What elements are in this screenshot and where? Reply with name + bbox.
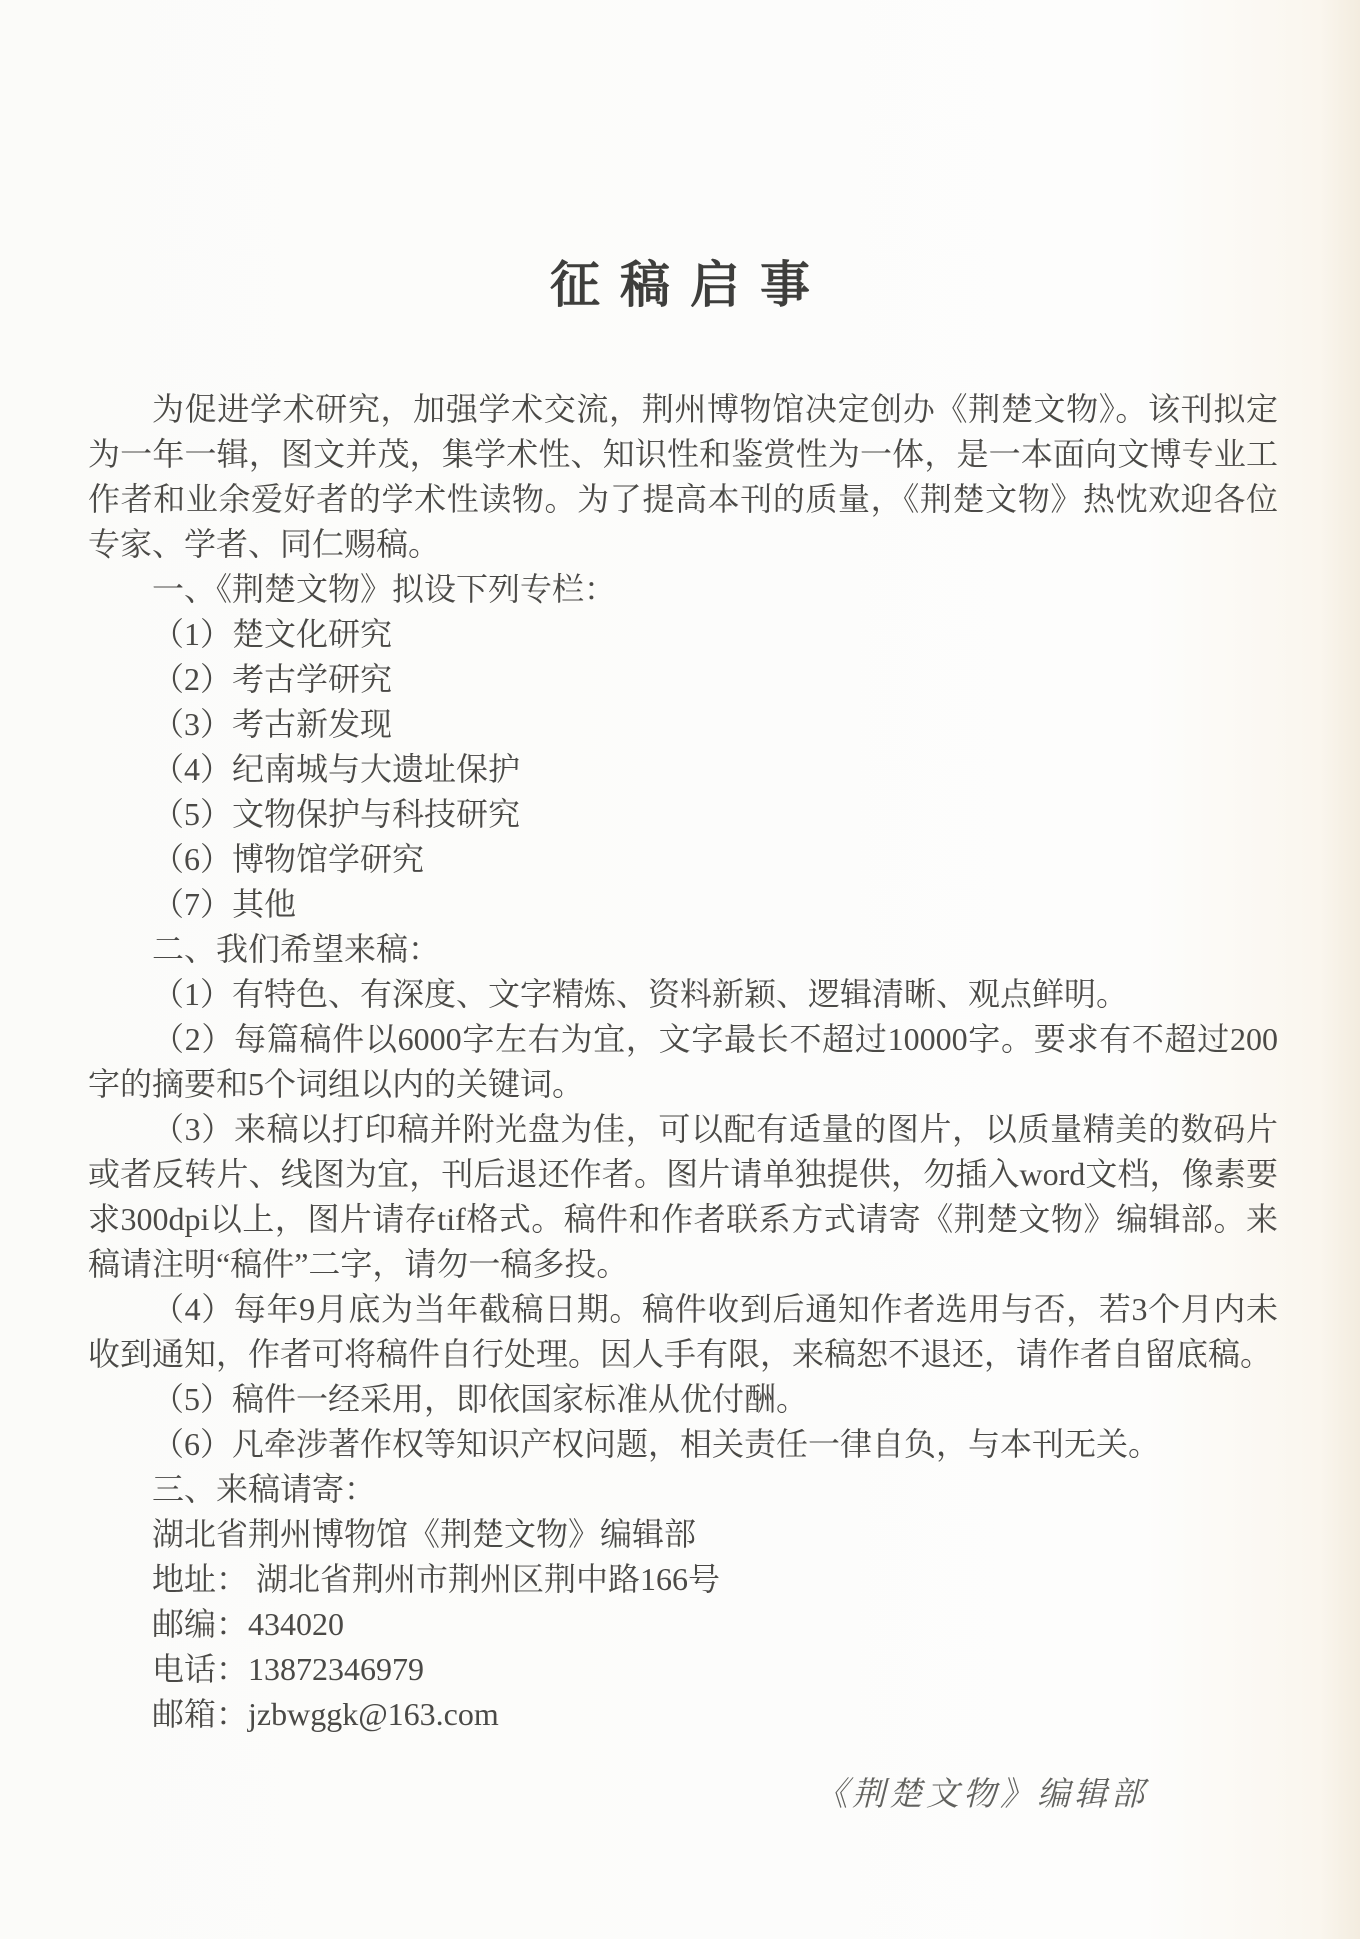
requirement-item: （4）每年9月底为当年截稿日期。稿件收到后通知作者选用与否，若3个月内未收到通知，作者可将稿件自行处理。因人手有限，来稿恕不退还，请作者自留底稿。 [88, 1291, 1278, 1372]
contact-line-address: 地址： 湖北省荆州市荆州区荆中路166号 [152, 1561, 721, 1597]
column-item: （7）其他 [152, 886, 297, 922]
column-item: （6）博物馆学研究 [152, 841, 425, 877]
requirement-item: （5）稿件一经采用，即依国家标准从优付酬。 [152, 1381, 809, 1417]
column-item: （4）纪南城与大遗址保护 [152, 751, 521, 787]
contact-line-email: 邮箱：jzbwggk@163.com [152, 1696, 499, 1732]
contact-line-phone: 电话：13872346979 [152, 1651, 425, 1687]
requirement-item: （1）有特色、有深度、文字精炼、资料新颖、逻辑清晰、观点鲜明。 [152, 976, 1129, 1012]
column-item: （5）文物保护与科技研究 [152, 796, 521, 832]
column-item: （1）楚文化研究 [152, 616, 393, 652]
page-title: 征稿启事 [550, 257, 830, 313]
contact-line-postcode: 邮编：434020 [152, 1606, 345, 1642]
column-item: （2）考古学研究 [152, 661, 393, 697]
footer-signature: 《荆楚文物》编辑部 [815, 1777, 1148, 1813]
section-3-heading: 三、来稿请寄： [152, 1471, 377, 1507]
requirement-item: （2）每篇稿件以6000字左右为宜，文字最长不超过10000字。要求有不超过200字的摘要和5个词组以内的关键词。 [88, 1021, 1278, 1102]
section-2-heading: 二、我们希望来稿： [152, 931, 441, 967]
section-1-heading: 一、《荆楚文物》拟设下列专栏： [152, 571, 617, 607]
intro-paragraph: 为促进学术研究，加强学术交流，荆州博物馆决定创办《荆楚文物》。该刊拟定为一年一辑，图文并茂，集学术性、知识性和鉴赏性为一体，是一本面向文博专业工作者和业余爱好者的学术性读物。为了提高本刊的质量，《荆楚文物》热忱欢迎各位专家、学者、同仁赐稿。 [88, 391, 1278, 562]
requirement-item: （3）来稿以打印稿并附光盘为佳，可以配有适量的图片，以质量精美的数码片或者反转片、线图为宜，刊后退还作者。图片请单独提供，勿插入word文档，像素要求300dpi以上，图片请存tif格式。稿件和作者联系方式请寄《荆楚文物》编辑部。来稿请注明“稿件”二字，请勿一稿多投。 [88, 1111, 1278, 1282]
requirement-item: （6）凡牵涉著作权等知识产权问题，相关责任一律自负，与本刊无关。 [152, 1426, 1161, 1462]
document-body [88, 387, 1278, 1737]
contact-line-recipient: 湖北省荆州博物馆《荆楚文物》编辑部 [152, 1516, 697, 1552]
column-item: （3）考古新发现 [152, 706, 393, 742]
